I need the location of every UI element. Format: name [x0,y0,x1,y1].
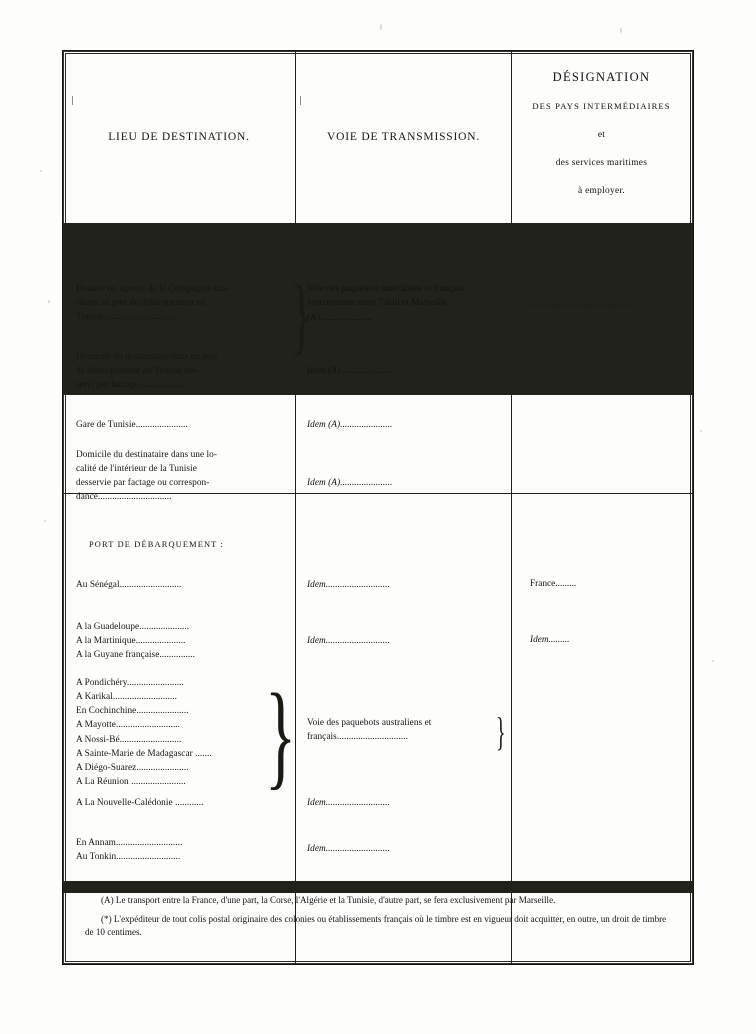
table-row-intermediary [512,298,691,312]
leader-dots: ............................. [530,299,633,309]
transmission-line: Idem (A)...................... [307,478,393,488]
header-cell-destination [63,51,295,223]
intermediary-column-top [512,224,691,493]
destination-line: Douane ou agence de la Compagnie ma- [76,284,229,294]
table-row-transmission [296,716,511,745]
table-row-transmission [296,578,511,592]
table-section-colonies [63,494,693,881]
destination-column-top [63,224,295,503]
table-row-destination [63,578,295,592]
transmission-line: français.............................. [307,732,409,743]
table-row-transmission [296,796,511,810]
destination-line: En Annam............................ [76,838,183,848]
transmission-line: français fonctionnant entre Tahiti [307,284,464,309]
table-row-destination [63,350,295,392]
destination-line: A Pondichéry........................ [76,678,184,688]
transmission-line: Idem........................... [307,580,390,590]
table-row-destination [63,282,295,324]
header-label-designation [512,63,691,203]
destination-line: dance............................... [76,492,172,503]
destination-line: A Mayotte........................... [76,720,181,731]
table-row-transmission [296,476,511,490]
destination-line: calité de l'intérieur de la Tunisie [76,464,197,475]
footnote-a: (A) Le transport entre la France, d'une part, la Corse, l'Algérie et la Tunisie, d'autre part, se fera exclusivement par Marseille. [101,895,556,905]
destination-line: Gare de Tunisie...................... [76,420,188,430]
table-header [63,51,693,223]
table-row-transmission [296,282,511,325]
table-section-tunisia [63,224,693,503]
transmission-line: Idem........................... [307,798,390,808]
destination-line: de débarquement en Tunisie des- [76,366,200,377]
intermediary-value: Idem......... [530,635,570,645]
destination-line: A Karikal........................... [76,692,177,703]
footnotes [63,882,693,964]
destination-line: Domicile du destinataire dans une lo- [76,450,218,460]
destination-line: A la Guyane française............... [76,650,196,661]
tariff-table [62,50,694,965]
destination-line: ritime au port de débarquement en [76,298,206,309]
table-row-transmission [296,364,511,378]
transmission-line: Idem (A)...................... [307,420,393,430]
destination-line: A La Nouvelle-Calédonie ............ [76,798,204,808]
header-cell-designation [512,51,691,223]
scan-speck [380,24,382,30]
table-row-destination [63,676,295,789]
transmission-line: Idem (A)...................... [307,366,393,376]
transmission-column-top [290,224,511,493]
table-row-destination [63,620,295,662]
table-row-destination [63,796,295,810]
grouping-brace: } [496,709,506,754]
transmission-line: Voie des paquebots australiens et [307,718,432,728]
scan-speck [620,28,622,33]
table-row-intermediary [512,634,691,648]
table-row-transmission [296,634,511,648]
scan-speck [44,520,46,522]
destination-line: Tunisie.............................. [76,312,176,323]
scan-speck [700,430,702,432]
transmission-line: Idem........................... [307,844,390,854]
transmission-line: Idem........................... [307,636,390,646]
designation-line-1: DÉSIGNATION [552,70,651,84]
designation-line-4: des services maritimes [555,158,648,168]
table-row-destination [63,836,295,864]
designation-line-3: et [597,130,606,140]
destination-line: A la Martinique..................... [76,636,186,647]
scan-speck [48,300,50,303]
footnote-star: (*) L'expéditeur de tout colis postal originaire des colonies ou établissements français où le timbre est en vigueur doit acquitter, en outre, un droit de timbre de 10 centimes. [85,913,667,938]
grouping-brace: } [265,669,297,800]
table-row-destination [63,418,295,432]
destination-line: Au Tonkin........................... [76,852,181,863]
destination-line: A Diégo-Suarez...................... [76,762,189,773]
destination-line: desservie par factage ou correspon- [76,478,210,489]
intermediary-column-bottom [512,494,691,881]
table-row-transmission [296,842,511,856]
designation-line-2: DES PAYS INTERMÉDIAIRES [532,101,671,111]
destination-line: A Nossi-Bé.......................... [76,734,182,745]
destination-line: A La Réunion ....................... [76,776,186,787]
table-row-intermediary: France......... [530,579,577,589]
header-cell-transmission [296,51,511,223]
destination-line: Domicile du destinataire dans un port [76,352,218,362]
subheading-port-de-debarquement: PORT DE DÉBARQUEMENT : [89,540,224,549]
header-label-transmission: VOIE DE TRANSMISSION. [327,131,480,143]
destination-line: A la Guadeloupe..................... [76,622,190,632]
transmission-line: Voie des paquebots australiens et [307,284,432,294]
destination-line: Au Sénégal.......................... [76,580,182,590]
scan-speck [40,170,42,172]
scan-speck [712,660,714,662]
table-row-transmission [296,418,511,432]
destination-line: servi par factage.................... [76,380,186,391]
transmission-line: et Marseille (A)...................... [307,298,447,323]
grouping-brace: } [290,267,313,363]
destination-line: En Cochinchine...................... [76,706,189,717]
header-label-destination: LIEU DE DESTINATION. [108,131,250,143]
destination-column-bottom [63,494,295,881]
destination-line: A Sainte-Marie de Madagascar ....... [76,748,212,759]
designation-line-5: à employer. [577,186,626,196]
transmission-column-bottom [296,494,511,881]
